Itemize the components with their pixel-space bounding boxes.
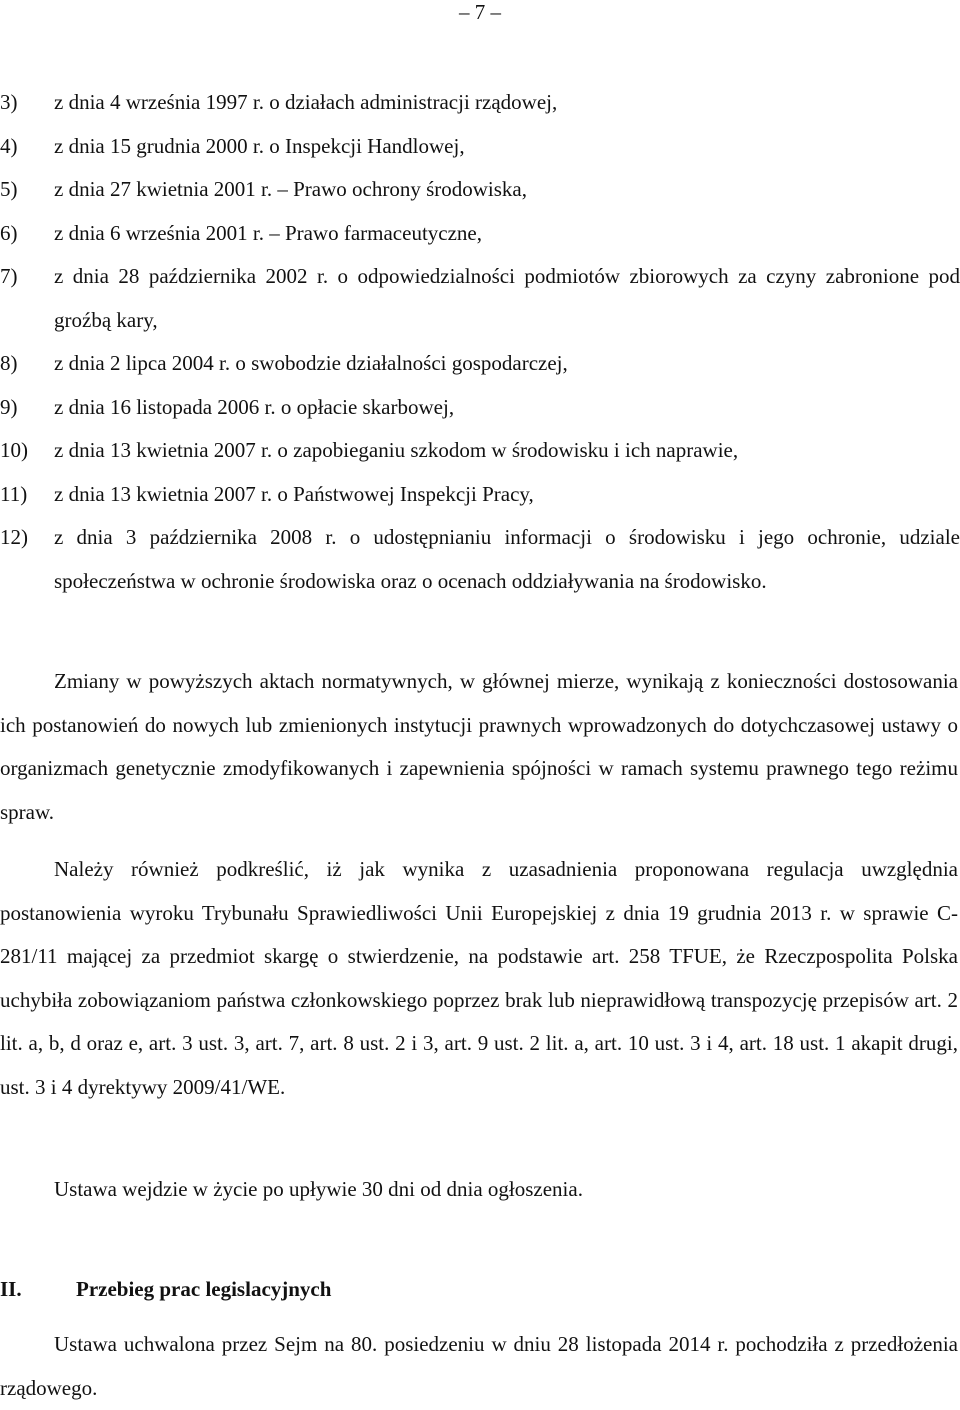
amended-acts-list: [0, 81, 960, 603]
list-item-number: 7): [0, 264, 18, 288]
list-item: [0, 212, 960, 256]
list-item: [0, 125, 960, 169]
list-item-text: z dnia 6 września 2001 r. – Prawo farmaceutyczne,: [54, 220, 482, 245]
section-heading: [0, 1268, 960, 1311]
list-item-text: z dnia 28 października 2002 r. o odpowiedzialności podmiotów zbiorowych za czyny zabronione pod groźbą kary,: [54, 264, 960, 332]
list-item: [0, 516, 960, 603]
section-number: II.: [0, 1277, 22, 1301]
section-paragraph: Ustawa uchwalona przez Sejm na 80. posiedzeniu w dniu 28 listopada 2014 r. pochodziła z przedłożenia rządowego.: [0, 1332, 958, 1400]
body-paragraph: Ustawa wejdzie w życie po upływie 30 dni od dnia ogłoszenia.: [54, 1177, 583, 1201]
list-item-number: 6): [0, 220, 18, 245]
list-item-text: z dnia 13 kwietnia 2007 r. o Państwowej Inspekcji Pracy,: [54, 481, 534, 506]
list-item-text: z dnia 16 listopada 2006 r. o opłacie skarbowej,: [54, 394, 455, 419]
list-item-text: z dnia 3 października 2008 r. o udostępnianiu informacji o środowisku i jego ochronie, udziale społeczeństwa w ochronie środowiska oraz o ocenach oddziaływania na środowisko.: [54, 525, 960, 593]
page-number: – 7 –: [459, 0, 501, 24]
list-item: [0, 168, 960, 212]
list-item-text: z dnia 27 kwietnia 2001 r. – Prawo ochrony środowiska,: [54, 177, 528, 201]
body-paragraph: Należy również podkreślić, iż jak wynika z uzasadnienia proponowana regulacja uwzględnia postanowienia wyroku Trybunału Sprawiedliwości Unii Europejskiej z dnia 19 grudnia 2013 r. w sprawie C-281/11 mającej za przedmiot skargę o stwierdzenie, na podstawie art. 258 TFUE, że Rzeczpospolita Polska uchybiła zobowiązaniom państwa członkowskiego poprzez brak lub nieprawidłową transpozycję przepisów art. 2 lit. a, b, d oraz e, art. 3 ust. 3, art. 7, art. 8 ust. 2 i 3, art. 9 ust. 2 lit. a, art. 10 ust. 3 i 4, art. 18 ust. 1 akapit drugi, ust. 3 i 4 dyrektywy 2009/41/WE.: [0, 857, 958, 1099]
list-item-text: z dnia 15 grudnia 2000 r. o Inspekcji Handlowej,: [54, 133, 465, 158]
list-item-number: 3): [0, 90, 18, 114]
list-item: [0, 473, 960, 517]
list-item-number: 8): [0, 351, 18, 375]
list-item: [0, 429, 960, 473]
list-item-number: 10): [0, 438, 28, 462]
list-item: [0, 386, 960, 430]
list-item: [0, 81, 960, 125]
list-item: [0, 255, 960, 342]
list-item-number: 9): [0, 394, 18, 419]
body-paragraph: Zmiany w powyższych aktach normatywnych, w głównej mierze, wynikają z konieczności dostosowania ich postanowień do nowych lub zmienionych instytucji prawnych wprowadzonych do dotychczasowej ustawy o organizmach genetycznie zmodyfikowanych i zapewnienia spójności w ramach systemu prawnego tego reżimu spraw.: [0, 669, 958, 824]
list-item-text: z dnia 2 lipca 2004 r. o swobodzie działalności gospodarczej,: [54, 351, 568, 375]
list-item-number: 4): [0, 133, 18, 158]
list-item: [0, 342, 960, 386]
list-item-number: 5): [0, 177, 18, 201]
list-item-number: 11): [0, 481, 28, 506]
list-item-text: z dnia 13 kwietnia 2007 r. o zapobieganiu szkodom w środowisku i ich naprawie,: [54, 438, 739, 462]
list-item-text: z dnia 4 września 1997 r. o działach administracji rządowej,: [54, 90, 558, 114]
section-title: Przebieg prac legislacyjnych: [76, 1277, 332, 1301]
list-item-number: 12): [0, 525, 28, 549]
